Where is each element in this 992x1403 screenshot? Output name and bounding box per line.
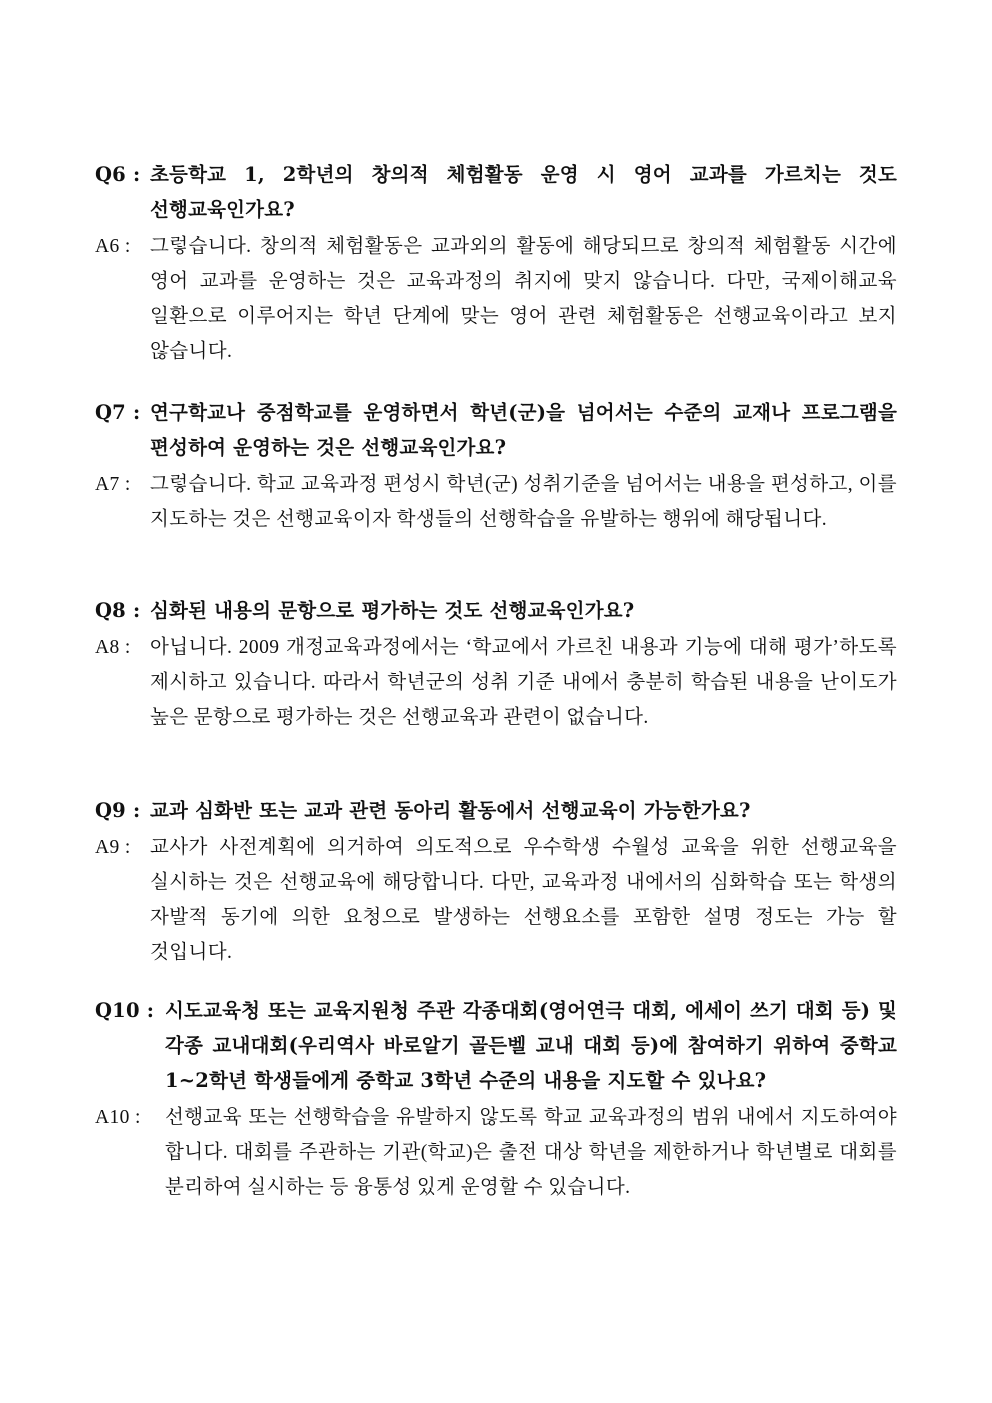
answer	[95, 1100, 897, 1205]
answer-text: 그렇습니다. 학교 교육과정 편성시 학년(군) 성취기준을 넘어서는 내용을 편성하고, 이를 지도하는 것은 선행교육이자 학생들의 선행학습을 유발하는 행위에 해당됩니다.	[150, 474, 897, 530]
answer-label: A8 :	[95, 637, 131, 658]
question-text: 초등학교 1, 2학년의 창의적 체험활동 운영 시 영어 교과를 가르치는 것도 선행교육인가요?	[150, 163, 897, 221]
question	[95, 793, 897, 828]
answer	[95, 229, 897, 369]
answer-label: A10 :	[95, 1107, 141, 1128]
qa-item-7	[95, 395, 897, 537]
question	[95, 157, 897, 227]
question-label: Q8 :	[95, 599, 141, 622]
qa-item-8	[95, 593, 897, 735]
qa-item-6	[95, 157, 897, 369]
question-text: 교과 심화반 또는 교과 관련 동아리 활동에서 선행교육이 가능한가요?	[150, 799, 751, 822]
qa-item-9	[95, 793, 897, 970]
answer-label: A6 :	[95, 236, 131, 257]
question-text: 시도교육청 또는 교육지원청 주관 각종대회(영어연극 대회, 에세이 쓰기 대회 등) 및 각종 교내대회(우리역사 바로알기 골든벨 교내 대회 등)에 참여하기 위하여 중학교 1~2학년 학생들에게 중학교 3학년 수준의 내용을 지도할 수 있나요?	[165, 999, 897, 1092]
answer-text: 그렇습니다. 창의적 체험활동은 교과외의 활동에 해당되므로 창의적 체험활동 시간에 영어 교과를 운영하는 것은 교육과정의 취지에 맞지 않습니다. 다만, 국제이해교육 일환으로 이루어지는 학년 단계에 맞는 영어 관련 체험활동은 선행교육이라고 보지 않습니다.	[150, 236, 897, 362]
answer	[95, 467, 897, 537]
question	[95, 593, 897, 628]
question-text: 심화된 내용의 문항으로 평가하는 것도 선행교육인가요?	[150, 599, 635, 622]
question-label: Q10 :	[95, 999, 155, 1022]
answer	[95, 830, 897, 970]
answer-label: A7 :	[95, 474, 131, 495]
question-label: Q7 :	[95, 401, 141, 424]
qa-item-10	[95, 993, 897, 1205]
question-text: 연구학교나 중점학교를 운영하면서 학년(군)을 넘어서는 수준의 교재나 프로그램을 편성하여 운영하는 것은 선행교육인가요?	[150, 401, 897, 459]
question-label: Q9 :	[95, 799, 141, 822]
answer-text: 교사가 사전계획에 의거하여 의도적으로 우수학생 수월성 교육을 위한 선행교육을 실시하는 것은 선행교육에 해당합니다. 다만, 교육과정 내에서의 심화학습 또는 학생의 자발적 동기에 의한 요청으로 발생하는 선행요소를 포함한 설명 정도는 가능 할 것입니다.	[150, 837, 897, 963]
question	[95, 395, 897, 465]
answer-text: 아닙니다. 2009 개정교육과정에서는 ‘학교에서 가르친 내용과 기능에 대해 평가’하도록 제시하고 있습니다. 따라서 학년군의 성취 기준 내에서 충분히 학습된 내용을 난이도가 높은 문항으로 평가하는 것은 선행교육과 관련이 없습니다.	[150, 637, 897, 728]
answer-label: A9 :	[95, 837, 131, 858]
question	[95, 993, 897, 1098]
answer-text: 선행교육 또는 선행학습을 유발하지 않도록 학교 교육과정의 범위 내에서 지도하여야 합니다. 대회를 주관하는 기관(학교)은 출전 대상 학년을 제한하거나 학년별로 대회를 분리하여 실시하는 등 융통성 있게 운영할 수 있습니다.	[165, 1107, 897, 1198]
answer	[95, 630, 897, 735]
question-label: Q6 :	[95, 163, 141, 186]
